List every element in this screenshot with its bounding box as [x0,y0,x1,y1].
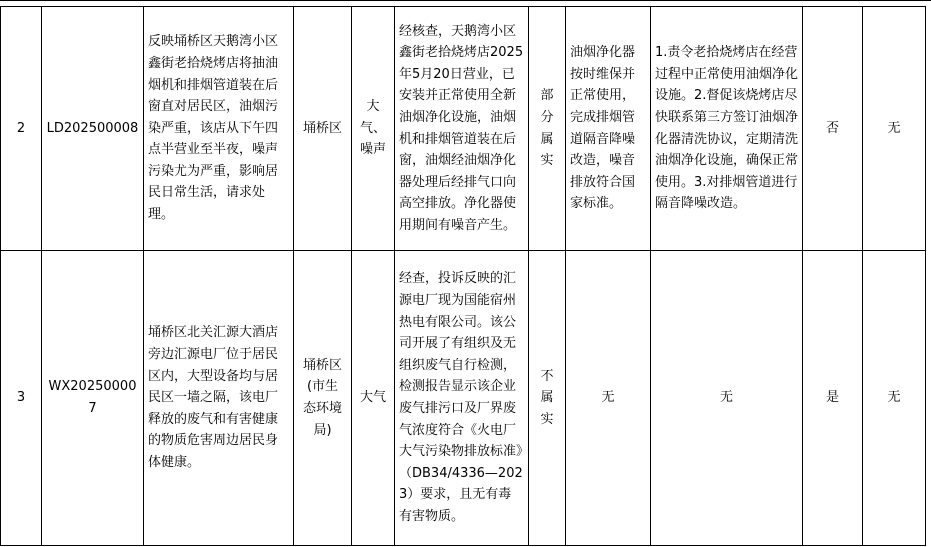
pollution-type: 大气 [352,251,395,546]
complaint-content: 反映埇桥区天鹅湾小区鑫街老拾烧烤店将抽油烟机和排烟管道装在后窗直对居民区，油烟污染严重，该店从下午四点半营业至半夜，噪声污染尤为严重，影响居民日常生活，请求处理。 [144,7,294,251]
district: 埇桥区 [294,7,352,251]
investigation-finding: 经核查，天鹅湾小区鑫街老拾烧烤店2025年5月20日营业，已安装并正常使用全新油烟净化设施，油烟机和排烟管道装在后窗，油烟经油烟净化器处理后经排气口向高空排放。净化器使用期间有噪音产生。 [395,7,529,251]
complaint-content: 埇桥区北关汇源大酒店旁边汇源电厂位于居民区内，大型设备均与居民区一墙之隔，该电厂释放的废气和有害健康的物质危害周边居民身体健康。 [144,251,294,546]
row-number: 2 [1,7,42,251]
complaint-table [0,6,926,546]
table-row [1,7,926,251]
pollution-type: 大气、噪声 [352,7,395,251]
problem-resolution: 油烟净化器按时维保并正常使用，完成排烟管道隔音降噪改造，噪音排放符合国家标准。 [566,7,651,251]
problem-resolution: 无 [566,251,651,546]
row-number: 3 [1,251,42,546]
investigation-finding: 经查，投诉反映的汇源电厂现为国能宿州热电有限公司。该公司开展了有组织及无组织废气自行检测，检测报告显示该企业废气排污口及厂界废气浓度符合《火电厂大气污染物排放标准》（DB34/4336—2023）要求，且无有毒有害物质。 [395,251,529,546]
closed-status: 是 [803,251,863,546]
closed-status: 否 [803,7,863,251]
measures: 1.责令老拾烧烤店在经营过程中正常使用油烟净化设施。2.督促该烧烤店尽快联系第三方签订油烟净化器清洗协议，定期清洗油烟净化设施，确保正常使用。3.对排烟管道进行隔音降噪改造。 [651,7,803,251]
table-row [1,251,926,546]
accountability: 无 [863,251,926,546]
district: 埇桥区(市生态环境局) [294,251,352,546]
case-code: WX202500007 [42,251,144,546]
verdict: 不属实 [529,251,566,546]
accountability: 无 [863,7,926,251]
verdict: 部分属实 [529,7,566,251]
measures: 无 [651,251,803,546]
case-code: LD202500008 [42,7,144,251]
